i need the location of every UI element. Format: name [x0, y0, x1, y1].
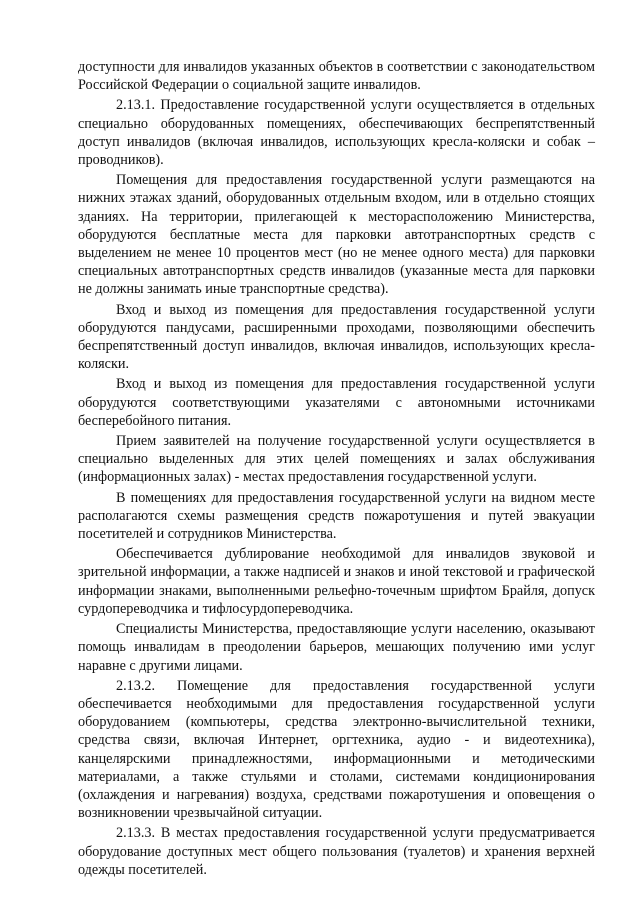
paragraph-fire-schemes: В помещениях для предоставления государственной услуги на видном месте располагаются схемы размещения средств пожаротушения и путей эвакуации посетителей и сотрудников Министерства. — [78, 489, 595, 543]
paragraph-entrance-ramps: Вход и выход из помещения для предоставления государственной услуги оборудуются пандусами, расширенными проходами, позволяющими обеспечить беспрепятственный доступ инвалидов, включая инвалидов, использующих кресла-коляски. — [78, 301, 595, 373]
paragraph-2-13-1: 2.13.1. Предоставление государственной услуги осуществляется в отдельных специально оборудованных помещениях, обеспечивающих беспрепятственный доступ инвалидов (включая инвалидов, использующих кресла-коляски и собак – проводников). — [78, 97, 595, 169]
document-page — [78, 58, 595, 881]
paragraph-2-13-2: 2.13.2. Помещение для предоставления государственной услуги обеспечивается необходимыми для предоставления государственной услуги оборудованием (компьютеры, средства электронно-вычислительной техники, средства связи, включая Интернет, оргтехника, аудио - и видеотехника), канцелярскими принадлежностями, информационными и методическими материалами, а также стульями и столами, системами кондиционирования (охлаждения и нагревания) воздуха, средствами пожаротушения и оповещения о возникновении чрезвычайной ситуации. — [78, 677, 595, 822]
paragraph-reception-halls: Прием заявителей на получение государственной услуги осуществляется в специально выделенных для этих целей помещениях и залах обслуживания (информационных залах) - местах предоставления государственной услуги. — [78, 433, 595, 486]
paragraph-staff-assistance: Специалисты Министерства, предоставляющие услуги населению, оказывают помощь инвалидам в преодолении барьеров, мешающих получению ими услуг наравне с другими лицами. — [78, 621, 595, 674]
paragraph-braille-information: Обеспечивается дублирование необходимой для инвалидов звуковой и зрительной информации, а также надписей и знаков и иной текстовой и графической информации знаками, выполненными рельефно-точечным шрифтом Брайля, допуск сурдопереводчика и тифлосурдопереводчика. — [78, 546, 595, 617]
paragraph-premises-location: Помещения для предоставления государственной услуги размещаются на нижних этажах зданий, оборудованных отдельным входом, или в отдельно стоящих зданиях. На территории, прилегающей к месторасположению Министерства, оборудуются бесплатные места для парковки автотранспортных средств с выделением не менее 10 процентов мест (но не менее одного места) для парковки специальных автотранспортных средств инвалидов (указанные места для парковки не должны занимать иные транспортные средства). — [78, 172, 595, 298]
paragraph-entrance-signs: Вход и выход из помещения для предоставления государственной услуги оборудуются соответствующими указателями с автономными источниками бесперебойного питания. — [78, 376, 595, 429]
paragraph-2-13-3: 2.13.3. В местах предоставления государственной услуги предусматривается оборудование доступных мест общего пользования (туалетов) и хранения верхней одежды посетителей. — [78, 825, 595, 878]
paragraph-accessibility-continuation: доступности для инвалидов указанных объектов в соответствии с законодательством Российской Федерации о социальной защите инвалидов. — [78, 59, 595, 94]
